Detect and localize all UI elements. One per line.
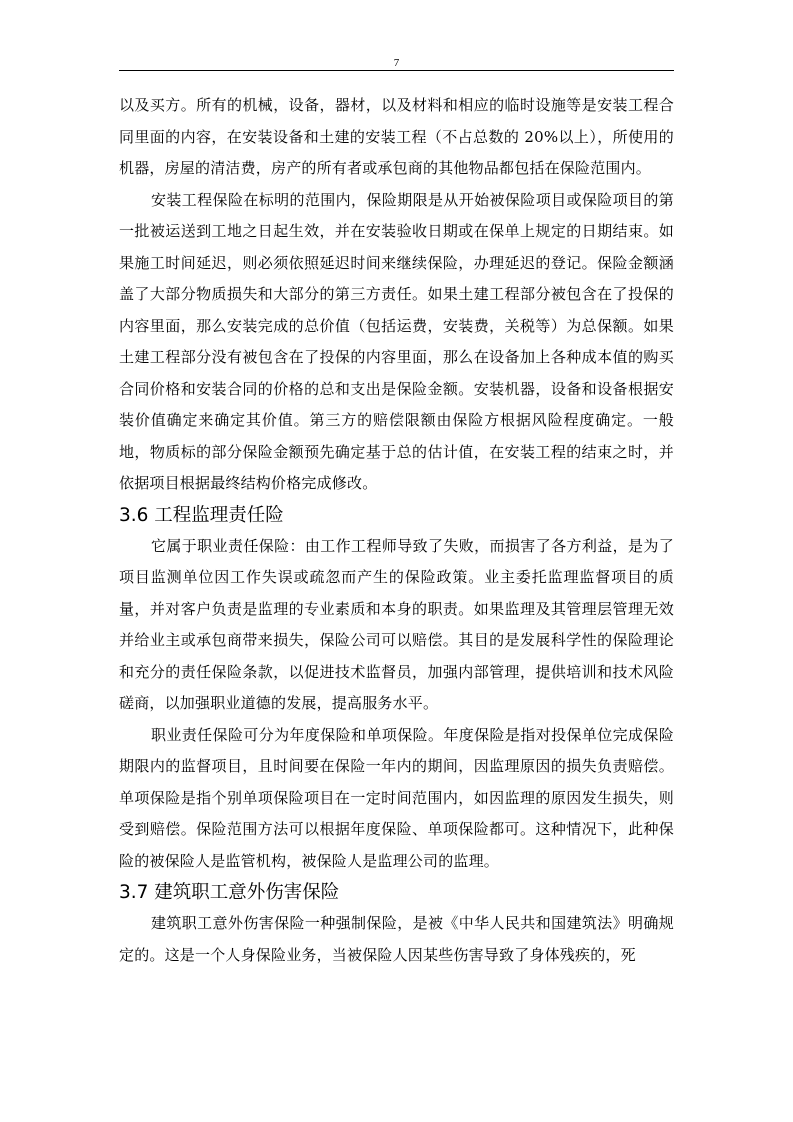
paragraph-supervision-liability: 它属于职业责任保险：由工作工程师导致了失败，而损害了各方利益，是为了项目监测单位因工作失误或疏忽而产生的保险政策。业主委托监理监督项目的质量，并对客户负责是监理的专业素质和本身的职责。如果监理及其管理层管理无效并给业主或承包商带来损失，保险公司可以赔偿。其目的是发展科学性的保险理论和充分的责任保险条款，以促进技术监督员，加强内部管理，提供培训和技术风险磋商，以加强职业道德的发展，提高服务水平。 xyxy=(119,536,674,712)
paragraph-installation-insurance: 安装工程保险在标明的范围内，保险期限是从开始被保险项目或保险项目的第一批被运送到工地之日起生效，并在安装验收日期或在保单上规定的日期结束。如果施工时间延迟，则必须依照延迟时间来继续保险，办理延迟的登记。保险金额涵盖了大部分物质损失和大部分的第三方责任。如果土建工程部分被包含在了投保的内容里面，那么安装完成的总价值（包括运费，安装费，关税等）为总保额。如果土建工程部分没有被包含在了投保的内容里面，那么在设备加上各种成本值的购买合同价格和安装合同的价格的总和支出是保险金额。安装机器，设备和设备根据安装价值确定来确定其价值。第三方的赔偿限额由保险方根据风险程度确定。一般地，物质标的部分保险金额预先确定基于总的估计值，在安装工程的结束之时，并依据项目根据最终结构价格完成修改。 xyxy=(119,190,674,492)
paragraph-professional-liability: 职业责任保险可分为年度保险和单项保险。年度保险是指对投保单位完成保险期限内的监督项目，且时间要在保险一年内的期间，因监理原因的损失负责赔偿。单项保险是指个别单项保险项目在一定时间范围内，如因监理的原因发生损失，则受到赔偿。保险范围方法可以根据年度保险、单项保险都可。这种情况下，此种保险的被保险人是监管机构，被保险人是监理公司的监理。 xyxy=(119,725,674,870)
section-heading-3-7: 3.7 建筑职工意外伤害保险 xyxy=(119,882,340,903)
section-heading-3-6: 3.6 工程监理责任险 xyxy=(119,504,284,526)
document-body xyxy=(119,90,674,971)
paragraph-accident-insurance: 建筑职工意外伤害保险一种强制保险，是被《中华人民共和国建筑法》明确规定的。这是一个人身保险业务，当被保险人因某些伤害导致了身体残疾的，死 xyxy=(119,914,674,964)
paragraph-continuation: 以及买方。所有的机械，设备，器材，以及材料和相应的临时设施等是安装工程合同里面的内容，在安装设备和土建的安装工程（不占总数的 20%以上），所使用的机器，房屋的清洁费，房产的所有者或承包商的其他物品都包括在保险范围内。 xyxy=(119,96,674,177)
header-rule xyxy=(119,70,674,71)
page-number: 7 xyxy=(393,57,400,69)
